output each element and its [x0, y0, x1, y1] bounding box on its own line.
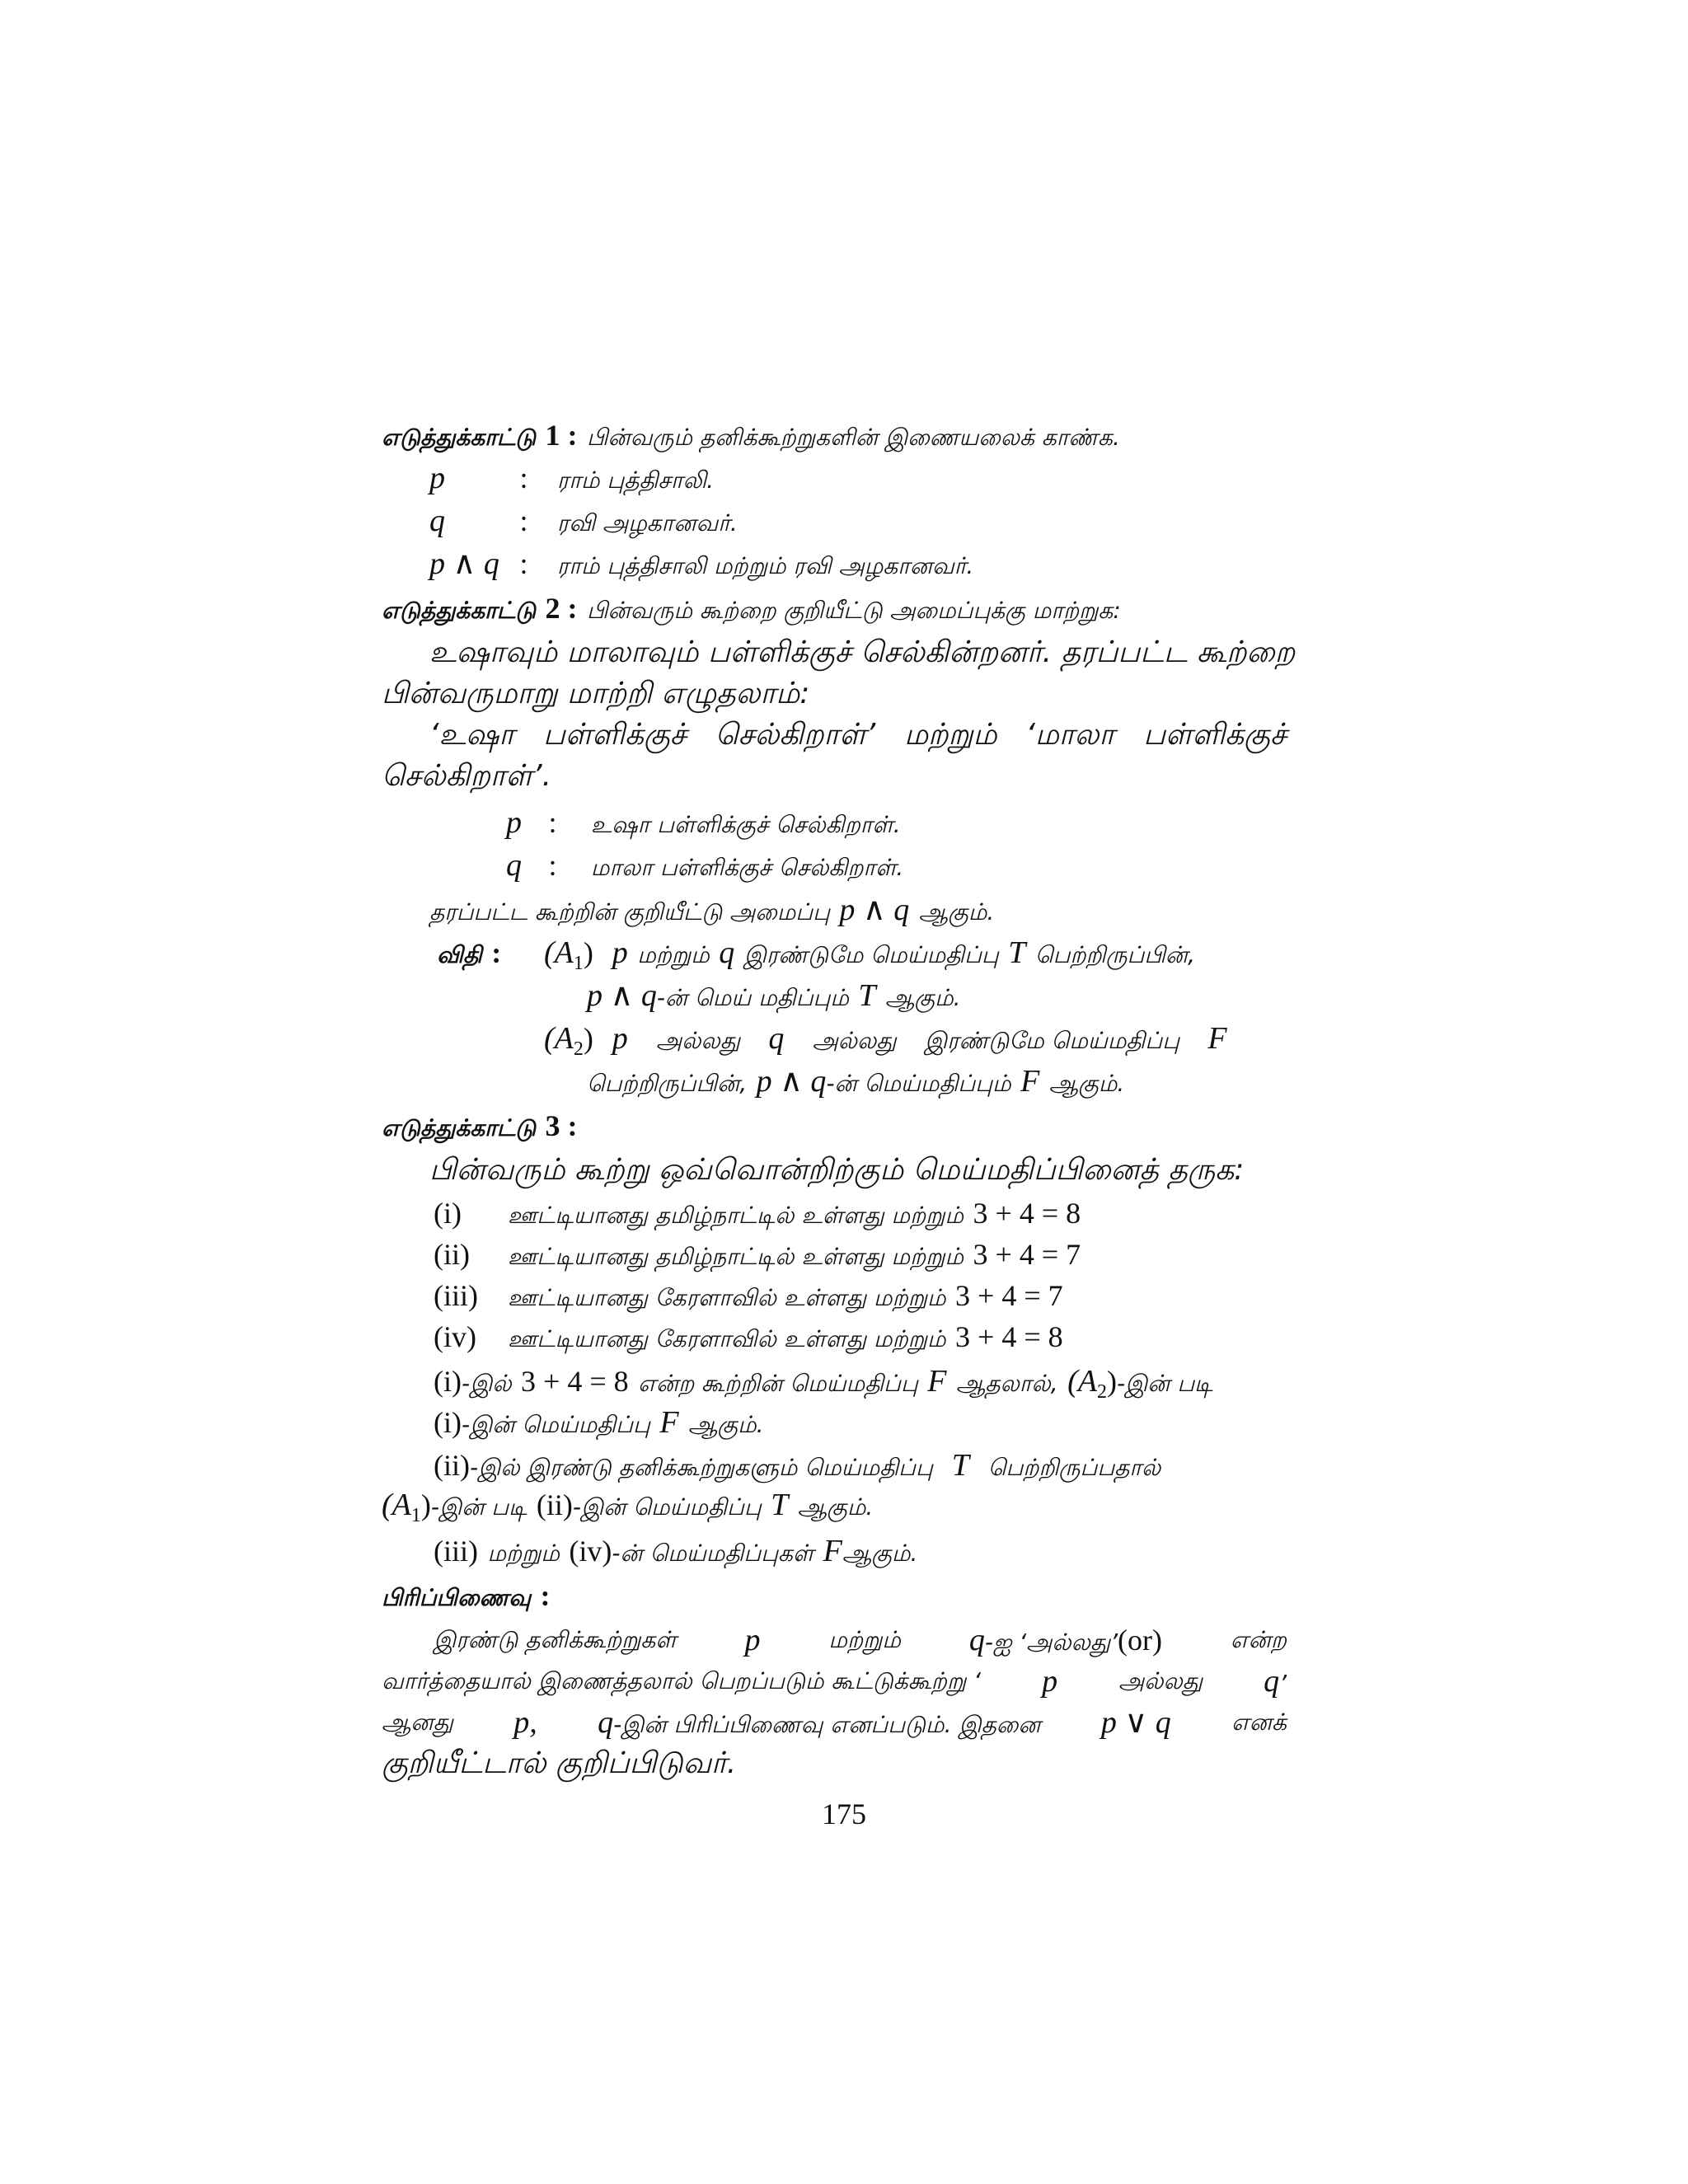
item-label: (iv) [434, 1320, 476, 1353]
ref: (ii) [536, 1488, 573, 1521]
word: அல்லது [1118, 1667, 1203, 1694]
statement-text: உஷா பள்ளிக்குச் செல்கிறாள். [590, 811, 901, 838]
solution-line [434, 1404, 764, 1443]
colon: : [548, 849, 557, 882]
symbol: T [1008, 935, 1026, 970]
statement-text: ராம் புத்திசாலி. [556, 466, 714, 494]
example3-heading-line [382, 1108, 578, 1146]
word: எனக் [1231, 1708, 1287, 1736]
item-label: (iii) [434, 1279, 478, 1312]
example1-row [429, 546, 973, 584]
disjunction-line [382, 1663, 1287, 1702]
statement-text: ராம் புத்திசாலி மற்றும் ரவி அழகானவர். [556, 552, 974, 579]
symbol: p ∧ q [756, 1064, 827, 1099]
word: மற்றும் [487, 1540, 560, 1567]
word: -இன் மெய்மதிப்பு [572, 1493, 762, 1521]
disjunction-line [382, 1704, 1287, 1743]
word: ஆனது [382, 1708, 453, 1736]
solution-line [434, 1447, 1160, 1486]
word: -இன் படி [430, 1493, 528, 1521]
word: -ன் மெய்மதிப்புகள் [612, 1540, 814, 1567]
item-math: 3 + 4 = 7 [973, 1238, 1081, 1271]
word: -ன் மெய்மதிப்பும் [826, 1070, 1011, 1097]
symbol: p ∨ q [1100, 1705, 1171, 1740]
symbol: F [927, 1364, 947, 1399]
ref: (iv) [569, 1535, 612, 1568]
rule-a1-subscript: 1 [573, 953, 584, 975]
word: பெற்றிருப்பின், [587, 1070, 748, 1097]
list-item [434, 1195, 1081, 1234]
example2-q-row [506, 847, 903, 886]
section-colon: : [540, 1579, 551, 1612]
solution-line [434, 1363, 1212, 1410]
statement-text: மாலா பள்ளிக்குச் செல்கிறாள். [590, 854, 904, 881]
item-math: 3 + 4 = 8 [973, 1197, 1081, 1230]
ref: (i) [434, 1365, 462, 1398]
example2-heading-line [382, 590, 1121, 629]
word: என்ற [1230, 1626, 1287, 1653]
word: அல்லது [656, 1027, 740, 1054]
symbol: F [823, 1534, 842, 1568]
symbol: q [719, 935, 735, 970]
word: அல்லது [812, 1027, 897, 1054]
word: பெற்றிருப்பதால் [987, 1454, 1161, 1481]
symbol: p ∧ q [429, 546, 499, 581]
paragraph-line: ‘உஷா பள்ளிக்குச் செல்கிறாள்’ மற்றும் ‘மாலா பள்ளிக்குச் [429, 718, 1287, 752]
symbol: q [968, 1623, 985, 1657]
disjunction-line [434, 1622, 1287, 1661]
rule-ref: (A [382, 1488, 411, 1522]
paragraph-line: பின்வருமாறு மாற்றி எழுதலாம்: [382, 677, 810, 710]
word: பெற்றிருப்பின், [1034, 941, 1195, 968]
solution-line [434, 1533, 917, 1572]
paragraph-line: உஷாவும் மாலாவும் பள்ளிக்குச் செல்கின்றனர். தரப்பட்ட கூற்றை [429, 635, 1296, 669]
word: ஆகும். [797, 1493, 874, 1521]
symbol: q [506, 848, 522, 883]
item-text: ஊட்டியானது தமிழ்நாட்டில் உள்ளது மற்றும் [508, 1243, 964, 1270]
word: ஆகும். [842, 1540, 918, 1567]
word: மற்றும் [828, 1626, 901, 1653]
symbol: p, [513, 1705, 537, 1740]
word: என்ற கூற்றின் மெய்மதிப்பு [638, 1370, 918, 1397]
rule-label [437, 935, 501, 973]
example3-intro: பின்வரும் கூற்று ஒவ்வொன்றிற்கும் மெய்மதிப்பினைத் தருக: [429, 1153, 1245, 1187]
word: இரண்டுமே மெய்மதிப்பு [924, 1027, 1180, 1054]
rule-a2-subscript: 2 [573, 1038, 584, 1061]
symbol: p [429, 461, 445, 495]
item-text: ஊட்டியானது கேரளாவில் உள்ளது மற்றும் [508, 1325, 946, 1352]
symbol: F [1020, 1064, 1040, 1099]
word-or: (or) [1118, 1624, 1162, 1657]
word: -இல் இரண்டு தனிக்கூற்றுகளும் மெய்மதிப்பு [469, 1454, 933, 1481]
example-number: 3 : [545, 1109, 578, 1142]
symbol: p [744, 1623, 761, 1657]
item-label: (ii) [434, 1238, 470, 1271]
example-heading: எடுத்துக்காட்டு [382, 424, 537, 451]
symbol: q [768, 1021, 785, 1056]
symbol: p [1042, 1664, 1058, 1699]
word: -இன் மெய்மதிப்பு [461, 1411, 650, 1438]
colon: : [519, 462, 528, 494]
rule-ref-close: ) [420, 1488, 431, 1521]
item-math: 3 + 4 = 8 [955, 1320, 1063, 1353]
example2-p-row [506, 804, 901, 843]
word: வார்த்தையால் இணைத்தலால் பெறப்படும் கூட்டுக்கூற்று ‘ [382, 1667, 982, 1694]
conclusion-text: தரப்பட்ட கூற்றின் குறியீட்டு அமைப்பு [429, 898, 830, 926]
rule-ref: (A [1067, 1364, 1097, 1399]
symbol: T [951, 1448, 969, 1483]
rule-colon: : [491, 936, 502, 969]
ref: (iii) [434, 1535, 478, 1568]
rule-a2-close: ) [583, 1022, 593, 1055]
colon: : [519, 547, 528, 580]
example-intro: பின்வரும் கூற்றை குறியீட்டு அமைப்புக்கு மாற்றுக: [587, 597, 1121, 624]
word: இரண்டுமே மெய்மதிப்பு [743, 941, 999, 968]
example-heading: எடுத்துக்காட்டு [382, 597, 537, 624]
word: மற்றும் [637, 941, 710, 968]
example1-heading-line [382, 417, 1120, 456]
rule-a1-line2 [587, 977, 961, 1016]
item-text: ஊட்டியானது கேரளாவில் உள்ளது மற்றும் [508, 1284, 946, 1311]
disjunction-line: குறியீட்டால் குறிப்பிடுவர். [382, 1746, 737, 1780]
word: ’ [1279, 1670, 1287, 1697]
disjunction-heading [382, 1577, 550, 1616]
example-number: 2 : [545, 592, 578, 625]
word: ஆகும். [687, 1411, 764, 1438]
word: -ஐ ‘அல்லது’ [984, 1629, 1118, 1656]
paragraph-line: செல்கிறாள்’. [382, 759, 552, 793]
list-item [434, 1236, 1081, 1275]
symbol: p [506, 805, 522, 840]
word: ஆதலால், [955, 1370, 1058, 1397]
symbol: q [429, 504, 445, 538]
example-intro: பின்வரும் தனிக்கூற்றுகளின் இணையலைக் காண்க. [587, 424, 1120, 451]
word: ஆகும். [1048, 1070, 1125, 1097]
symbol: q [598, 1705, 614, 1740]
page-number: 175 [822, 1797, 866, 1830]
symbol: p [612, 935, 628, 970]
word: -இன் பிரிப்பிணைவு எனப்படும். இதனை [613, 1711, 1041, 1738]
item-label: (i) [434, 1197, 462, 1230]
colon: : [548, 806, 557, 839]
list-item [434, 1277, 1063, 1316]
solution-line [382, 1487, 873, 1534]
rule-ref-subscript: 2 [1096, 1381, 1107, 1404]
rule-a2-line1 [544, 1020, 1286, 1067]
rule-a1-close: ) [583, 936, 593, 969]
symbol: T [858, 978, 876, 1013]
symbol: p ∧ q [587, 978, 657, 1013]
example-heading: எடுத்துக்காட்டு [382, 1114, 537, 1141]
item-text: ஊட்டியானது தமிழ்நாட்டில் உள்ளது மற்றும் [508, 1202, 964, 1229]
conclusion-symbol: p ∧ q [839, 893, 910, 927]
symbol: F [659, 1405, 679, 1440]
symbol: p [612, 1021, 628, 1056]
item-math: 3 + 4 = 7 [955, 1279, 1063, 1312]
word: -இல் [461, 1370, 512, 1397]
list-item [434, 1319, 1063, 1357]
rule-label-text: விதி [437, 941, 482, 968]
symbol: q [1264, 1664, 1280, 1699]
rule-ref-subscript: 1 [410, 1505, 421, 1527]
example2-conclusion [429, 892, 994, 930]
symbol: F [1207, 1021, 1227, 1056]
conclusion-end: ஆகும். [918, 898, 995, 926]
word: -ன் மெய் மதிப்பும் [656, 984, 849, 1011]
example1-row [429, 503, 738, 541]
ref: (ii) [434, 1449, 470, 1482]
rule-a2-line2 [587, 1063, 1124, 1102]
rule-a1-label: (A [544, 935, 574, 970]
word: இரண்டு தனிக்கூற்றுகள் [434, 1626, 677, 1653]
colon: : [519, 504, 528, 537]
example1-row [429, 460, 714, 499]
rule-ref-close: ) [1106, 1365, 1117, 1398]
word: ஆகும். [884, 984, 961, 1011]
statement-text: ரவி அழகானவர். [556, 509, 738, 537]
example-number: 1 : [545, 419, 578, 452]
rule-a2-label: (A [544, 1021, 574, 1056]
symbol: T [771, 1488, 789, 1522]
section-heading: பிரிப்பிணைவு [382, 1584, 531, 1611]
word: -இன் படி [1116, 1370, 1213, 1397]
rule-a1-line1 [544, 935, 1286, 982]
math: 3 + 4 = 8 [521, 1365, 629, 1398]
ref: (i) [434, 1406, 462, 1439]
